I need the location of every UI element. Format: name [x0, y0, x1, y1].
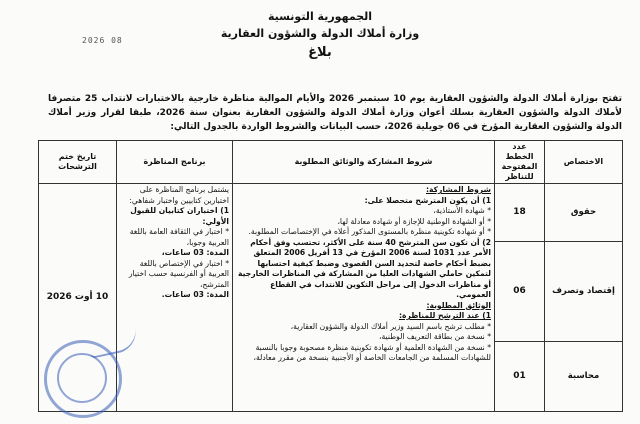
program-line: المدة: 03 ساعات،	[161, 248, 229, 257]
conditions-cell	[233, 184, 495, 412]
header-count: عدد الخطط المفتوحة للتناظر	[495, 141, 545, 184]
conditions-line: 2) أن تكون سن المترشح 40 سنة على الأكثر، تحتسب وفق أحكام الأمر عدد 1031 لسنة 2006 المؤرخ في 13 أفريل 2006 المتعلق بضبط أحكام خاصة لتحديد السن القصوى وضبط كيفية احتسابها لتمكين حاملي الشهادات العليا من المشاركة في المناظرات الخارجية أو مناظرات الدخول إلى مراحل التكوين للانتداب في القطاع العمومي.	[238, 237, 491, 299]
header-conditions: شروط المشاركة والوثائق المطلوبة	[233, 141, 495, 184]
program-line: المدة: 03 ساعات.	[161, 290, 229, 299]
program-line: 1) اختباران كتابيان للقبول الأولي:	[130, 206, 229, 226]
republic-heading: الجمهورية التونسية	[267, 10, 373, 23]
specialty-cell: حقوق	[545, 184, 623, 242]
conditions-line: الوثائق المطلوبة:	[426, 300, 491, 310]
header-deadline: تاريخ ختم الترشحات	[39, 141, 117, 184]
conditions-line: شروط المشاركة:	[426, 185, 491, 194]
program-line: * اختبار في الإختصاص باللغة العربية أو الفرنسية حسب اختيار المترشح،	[128, 258, 229, 289]
ministry-heading: وزارة أملاك الدولة والشؤون العقارية	[220, 27, 420, 40]
conditions-line: * شهادة الأستاذية،	[433, 206, 491, 215]
conditions-line: * أو الشهادة الوطنية للإجازة أو شهادة معادلة لها،	[337, 216, 491, 226]
intro-paragraph: تفتح بوزارة أملاك الدولة والشؤون العقارية يوم 10 سبتمبر 2026 والأيام الموالية مناظرة خارجية بالاختبارات لانتداب 25 متصرفا لأملاك الدولة والشؤون العقارية بسلك أعوان وزارة أملاك الدولة والشؤون العقارية بعنوان سنة 2026، طبقا لقرار وزير أملاك الدولة والشؤون العقارية المؤرخ في 06 جويلية 2026، حسب البيانات والشروط الواردة بالجدول التالي:	[48, 94, 622, 132]
notice-title: بلاغ	[308, 45, 332, 60]
count-cell: 01	[495, 342, 545, 412]
program-line: * اختبار في الثقافة العامة باللغة العربية وجوبا،	[129, 227, 229, 247]
conditions-line: * أو شهادة تكوينية منظرة بالمستوى المذكور أعلاه في الإختصاصات المطلوبة.	[248, 227, 491, 236]
deadline-cell: 10 أوت 2026	[39, 184, 117, 412]
count-cell: 18	[495, 184, 545, 242]
date-stamp: 2026 08	[82, 36, 123, 45]
specialty-cell: إقتصاد وتصرف	[545, 242, 623, 342]
conditions-line: 1) أن يكون المترشح متحصلا على:	[364, 195, 491, 205]
conditions-line: 1) عند الترشح للمناظرة:	[399, 311, 491, 320]
conditions-line: * نسخة من الشهادة العلمية أو شهادة تكوينية منظرة مصحوبة وجوبا بالنسبة للشهادات المسلمة من الجامعات الخاصة أو الأجنبية بنسخة من مقرر معادلة،	[253, 342, 491, 362]
program-cell	[117, 184, 233, 412]
conditions-line: * نسخة من بطاقة التعريف الوطنية،	[379, 332, 491, 341]
program-line: يشتمل برنامج المناظرة على اختبارين كتابيين واختبار شفاهي:	[129, 185, 229, 205]
header-specialty: الاختصاص	[545, 141, 623, 184]
count-cell: 06	[495, 242, 545, 342]
contest-table	[38, 140, 623, 412]
table-row	[39, 184, 623, 242]
header-program: برنامج المناظرة	[117, 141, 233, 184]
specialty-cell: محاسبة	[545, 342, 623, 412]
conditions-line: * مطلب ترشح باسم السيد وزير أملاك الدولة والشؤون العقارية،	[290, 321, 491, 331]
